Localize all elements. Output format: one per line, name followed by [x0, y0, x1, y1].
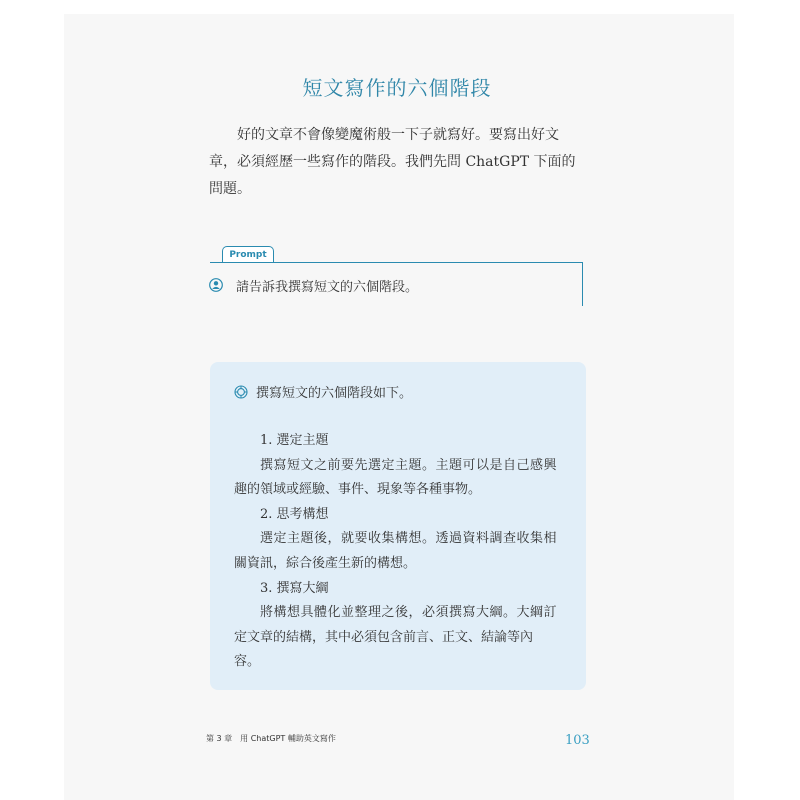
- answer-intro: 撰寫短文的六個階段如下。: [256, 386, 413, 401]
- step-title: 1. 選定主題: [260, 433, 329, 448]
- step-text: 將構想具體化並整理之後，必須撰寫大綱。大綱訂: [260, 605, 558, 621]
- intro-paragraph: [209, 122, 585, 203]
- step-text: 關資訊，綜合後產生新的構想。: [234, 555, 417, 571]
- intro-line: 問題。: [209, 181, 251, 197]
- prompt-tab: Prompt: [222, 246, 274, 263]
- page-number: 103: [565, 733, 590, 748]
- user-icon: [209, 278, 223, 292]
- intro-line: 好的文章不會像變魔術般一下子就寫好。要寫出好文: [237, 127, 559, 143]
- section-title: 短文寫作的六個階段: [302, 76, 492, 100]
- step-text: 趣的領域或經驗、事件、現象等各種事物。: [234, 482, 482, 498]
- answer-steps: [234, 429, 564, 675]
- step-title: 3. 撰寫大綱: [260, 580, 329, 596]
- step-text: 定文章的結構，其中必須包含前言、正文、結論等內: [234, 629, 534, 645]
- chapter-footer: 第 3 章 用 ChatGPT 輔助英文寫作: [206, 734, 336, 743]
- step-text: 選定主題後，就要收集構想。透過資料調查收集相: [260, 531, 558, 547]
- intro-line: 章，必須經歷一些寫作的階段。我們先問 ChatGPT 下面的: [209, 154, 576, 170]
- step-text: 撰寫短文之前要先選定主題。主題可以是自己感興: [260, 457, 558, 473]
- step-text: 容。: [234, 654, 261, 670]
- chatgpt-icon: [234, 385, 248, 399]
- step-title: 2. 思考構想: [260, 506, 329, 522]
- prompt-text: 請告訴我撰寫短文的六個階段。: [236, 280, 419, 295]
